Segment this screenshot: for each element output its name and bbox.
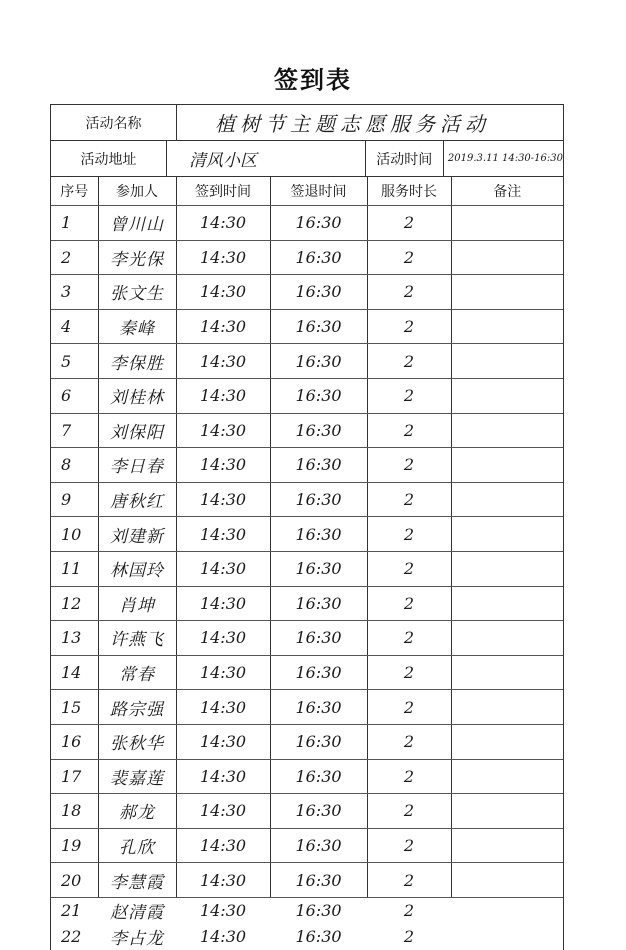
row-remarks xyxy=(451,275,563,310)
row-sign-out-time: 16:30 xyxy=(270,551,367,586)
row-participant-signature: 李慧霞 xyxy=(98,863,176,898)
activity-name-row xyxy=(51,105,563,141)
row-sign-in-time: 14:30 xyxy=(176,448,270,483)
row-seq: 17 xyxy=(51,759,98,794)
row-participant-signature: 赵清霞 xyxy=(110,903,164,924)
table-row xyxy=(51,482,563,517)
col-header-sign-in-time: 签到时间 xyxy=(176,177,270,206)
row-participant-signature: 李日春 xyxy=(98,448,176,483)
row-service-hours: 2 xyxy=(403,901,415,921)
row-remarks xyxy=(451,482,563,517)
col-header-sign-out-time: 签退时间 xyxy=(270,177,367,206)
row-sign-out-time: 16:30 xyxy=(270,517,367,552)
row-sign-out-time: 16:30 xyxy=(270,724,367,759)
table-row xyxy=(51,690,563,725)
row-remarks xyxy=(451,621,563,656)
row-sign-in-time: 14:30 xyxy=(176,309,270,344)
row-sign-in-time: 14:30 xyxy=(176,240,270,275)
row-service-hours: 2 xyxy=(367,794,451,829)
activity-time-value: 2019.3.11 14:30-16:30 xyxy=(447,153,563,164)
table-row xyxy=(51,828,563,863)
row-remarks xyxy=(451,309,563,344)
row-participant-signature: 许燕飞 xyxy=(98,621,176,656)
table-row xyxy=(51,759,563,794)
table-row xyxy=(51,517,563,552)
row-participant-signature: 李保胜 xyxy=(98,344,176,379)
row-service-hours: 2 xyxy=(367,344,451,379)
table-row xyxy=(51,240,563,275)
row-sign-in-time: 14:30 xyxy=(176,344,270,379)
activity-address-value: 清风小区 xyxy=(167,141,366,176)
row-sign-out-time: 16:30 xyxy=(270,448,367,483)
row-service-hours: 2 xyxy=(403,927,415,947)
row-participant-signature: 常春 xyxy=(98,655,176,690)
row-sign-in-time: 14:30 xyxy=(176,621,270,656)
row-sign-out-time: 16:30 xyxy=(270,655,367,690)
row-service-hours: 2 xyxy=(367,206,451,241)
table-row xyxy=(51,206,563,241)
table-row xyxy=(51,551,563,586)
row-remarks xyxy=(451,413,563,448)
page-title: 签到表 xyxy=(274,66,352,94)
row-service-hours: 2 xyxy=(367,413,451,448)
row-seq: 7 xyxy=(51,413,98,448)
row-remarks xyxy=(451,551,563,586)
row-remarks xyxy=(451,378,563,413)
activity-time-label: 活动时间 xyxy=(366,141,444,176)
row-sign-out-time: 16:30 xyxy=(270,309,367,344)
row-participant-signature: 张文生 xyxy=(98,275,176,310)
row-sign-in-time: 14:30 xyxy=(176,828,270,863)
row-sign-in-time: 14:30 xyxy=(176,863,270,898)
table-row xyxy=(51,897,563,924)
row-seq: 9 xyxy=(51,482,98,517)
table-row xyxy=(51,378,563,413)
row-sign-in-time: 14:30 xyxy=(176,690,270,725)
activity-name-value: 植树节主题志愿服务活动 xyxy=(215,112,490,136)
row-participant-signature: 刘桂林 xyxy=(98,378,176,413)
row-service-hours: 2 xyxy=(367,309,451,344)
row-participant-signature: 刘保阳 xyxy=(98,413,176,448)
row-remarks xyxy=(451,724,563,759)
row-participant-signature: 裴嘉莲 xyxy=(98,759,176,794)
row-seq: 2 xyxy=(51,240,98,275)
row-sign-in-time: 14:30 xyxy=(199,927,247,947)
row-sign-out-time: 16:30 xyxy=(270,413,367,448)
table-row xyxy=(51,924,563,950)
row-service-hours: 2 xyxy=(367,759,451,794)
row-sign-out-time: 16:30 xyxy=(270,275,367,310)
table-row xyxy=(51,863,563,898)
row-service-hours: 2 xyxy=(367,724,451,759)
row-sign-in-time: 14:30 xyxy=(176,206,270,241)
row-sign-in-time: 14:30 xyxy=(176,724,270,759)
row-participant-signature: 路宗强 xyxy=(98,690,176,725)
row-sign-in-time: 14:30 xyxy=(176,275,270,310)
row-sign-in-time: 14:30 xyxy=(176,586,270,621)
row-service-hours: 2 xyxy=(367,448,451,483)
row-sign-in-time: 14:30 xyxy=(176,551,270,586)
row-remarks xyxy=(451,517,563,552)
row-remarks xyxy=(451,828,563,863)
row-sign-in-time: 14:30 xyxy=(176,482,270,517)
row-participant-signature: 唐秋红 xyxy=(98,482,176,517)
table-row xyxy=(51,309,563,344)
row-remarks xyxy=(451,344,563,379)
table-row xyxy=(51,621,563,656)
row-seq: 14 xyxy=(51,655,98,690)
row-seq: 15 xyxy=(51,690,98,725)
row-seq: 4 xyxy=(51,309,98,344)
row-service-hours: 2 xyxy=(367,690,451,725)
col-header-seq: 序号 xyxy=(51,177,98,206)
table-header-row xyxy=(51,177,563,206)
row-remarks xyxy=(451,448,563,483)
col-header-service-hours: 服务时长 xyxy=(367,177,451,206)
table-row xyxy=(51,724,563,759)
row-service-hours: 2 xyxy=(367,863,451,898)
row-remarks xyxy=(451,655,563,690)
row-sign-out-time: 16:30 xyxy=(270,206,367,241)
row-seq: 11 xyxy=(51,551,98,586)
row-sign-out-time: 16:30 xyxy=(270,378,367,413)
table-row xyxy=(51,586,563,621)
row-sign-in-time: 14:30 xyxy=(176,517,270,552)
row-sign-out-time: 16:30 xyxy=(270,621,367,656)
row-seq: 18 xyxy=(51,794,98,829)
row-seq: 16 xyxy=(51,724,98,759)
row-remarks xyxy=(451,586,563,621)
row-participant-signature: 郝龙 xyxy=(98,794,176,829)
row-sign-in-time: 14:30 xyxy=(176,794,270,829)
table-row xyxy=(51,794,563,829)
row-sign-out-time: 16:30 xyxy=(295,901,342,921)
table-row xyxy=(51,448,563,483)
row-remarks xyxy=(451,690,563,725)
row-service-hours: 2 xyxy=(367,655,451,690)
row-sign-in-time: 14:30 xyxy=(176,655,270,690)
table-row xyxy=(51,344,563,379)
row-participant-signature: 林国玲 xyxy=(98,551,176,586)
col-header-remarks: 备注 xyxy=(451,177,563,206)
sign-in-sheet xyxy=(50,104,564,950)
row-sign-out-time: 16:30 xyxy=(270,690,367,725)
row-sign-out-time: 16:30 xyxy=(270,863,367,898)
row-service-hours: 2 xyxy=(367,828,451,863)
table-row xyxy=(51,275,563,310)
table-row xyxy=(51,655,563,690)
row-seq: 19 xyxy=(51,828,98,863)
row-service-hours: 2 xyxy=(367,240,451,275)
row-seq: 13 xyxy=(51,621,98,656)
row-service-hours: 2 xyxy=(367,586,451,621)
row-seq: 10 xyxy=(51,517,98,552)
row-sign-in-time: 14:30 xyxy=(199,901,247,921)
table-row xyxy=(51,413,563,448)
row-seq: 20 xyxy=(51,863,98,898)
activity-address-row xyxy=(51,141,563,177)
row-remarks xyxy=(451,897,563,924)
row-service-hours: 2 xyxy=(367,482,451,517)
row-sign-in-time: 14:30 xyxy=(176,413,270,448)
row-sign-out-time: 16:30 xyxy=(270,794,367,829)
row-sign-out-time: 16:30 xyxy=(270,344,367,379)
row-seq: 12 xyxy=(51,586,98,621)
row-sign-out-time: 16:30 xyxy=(270,240,367,275)
row-sign-in-time: 14:30 xyxy=(176,759,270,794)
row-seq: 21 xyxy=(61,901,82,921)
col-header-participant: 参加人 xyxy=(98,177,176,206)
row-service-hours: 2 xyxy=(367,378,451,413)
row-seq: 3 xyxy=(51,275,98,310)
row-sign-out-time: 16:30 xyxy=(270,759,367,794)
row-participant-signature: 肖坤 xyxy=(98,586,176,621)
attendance-table xyxy=(51,177,563,950)
row-seq: 6 xyxy=(51,378,98,413)
activity-name-label: 活动名称 xyxy=(51,105,177,140)
row-remarks xyxy=(451,863,563,898)
row-sign-out-time: 16:30 xyxy=(295,927,342,947)
row-service-hours: 2 xyxy=(367,551,451,586)
row-remarks xyxy=(451,759,563,794)
row-service-hours: 2 xyxy=(367,517,451,552)
row-sign-out-time: 16:30 xyxy=(270,828,367,863)
row-seq: 5 xyxy=(51,344,98,379)
row-sign-in-time: 14:30 xyxy=(176,378,270,413)
row-remarks xyxy=(451,924,563,950)
row-participant-signature: 曾川山 xyxy=(98,206,176,241)
row-service-hours: 2 xyxy=(367,621,451,656)
row-participant-signature: 刘建新 xyxy=(98,517,176,552)
row-participant-signature: 孔欣 xyxy=(98,828,176,863)
row-seq: 8 xyxy=(51,448,98,483)
row-seq: 22 xyxy=(61,927,82,947)
row-participant-signature: 李占龙 xyxy=(110,929,164,950)
row-sign-out-time: 16:30 xyxy=(270,586,367,621)
row-seq: 1 xyxy=(51,206,98,241)
row-participant-signature: 张秋华 xyxy=(98,724,176,759)
row-participant-signature: 李光保 xyxy=(98,240,176,275)
row-remarks xyxy=(451,794,563,829)
row-remarks xyxy=(451,240,563,275)
row-service-hours: 2 xyxy=(367,275,451,310)
row-sign-out-time: 16:30 xyxy=(270,482,367,517)
row-remarks xyxy=(451,206,563,241)
activity-address-label: 活动地址 xyxy=(51,141,167,176)
row-participant-signature: 秦峰 xyxy=(98,309,176,344)
